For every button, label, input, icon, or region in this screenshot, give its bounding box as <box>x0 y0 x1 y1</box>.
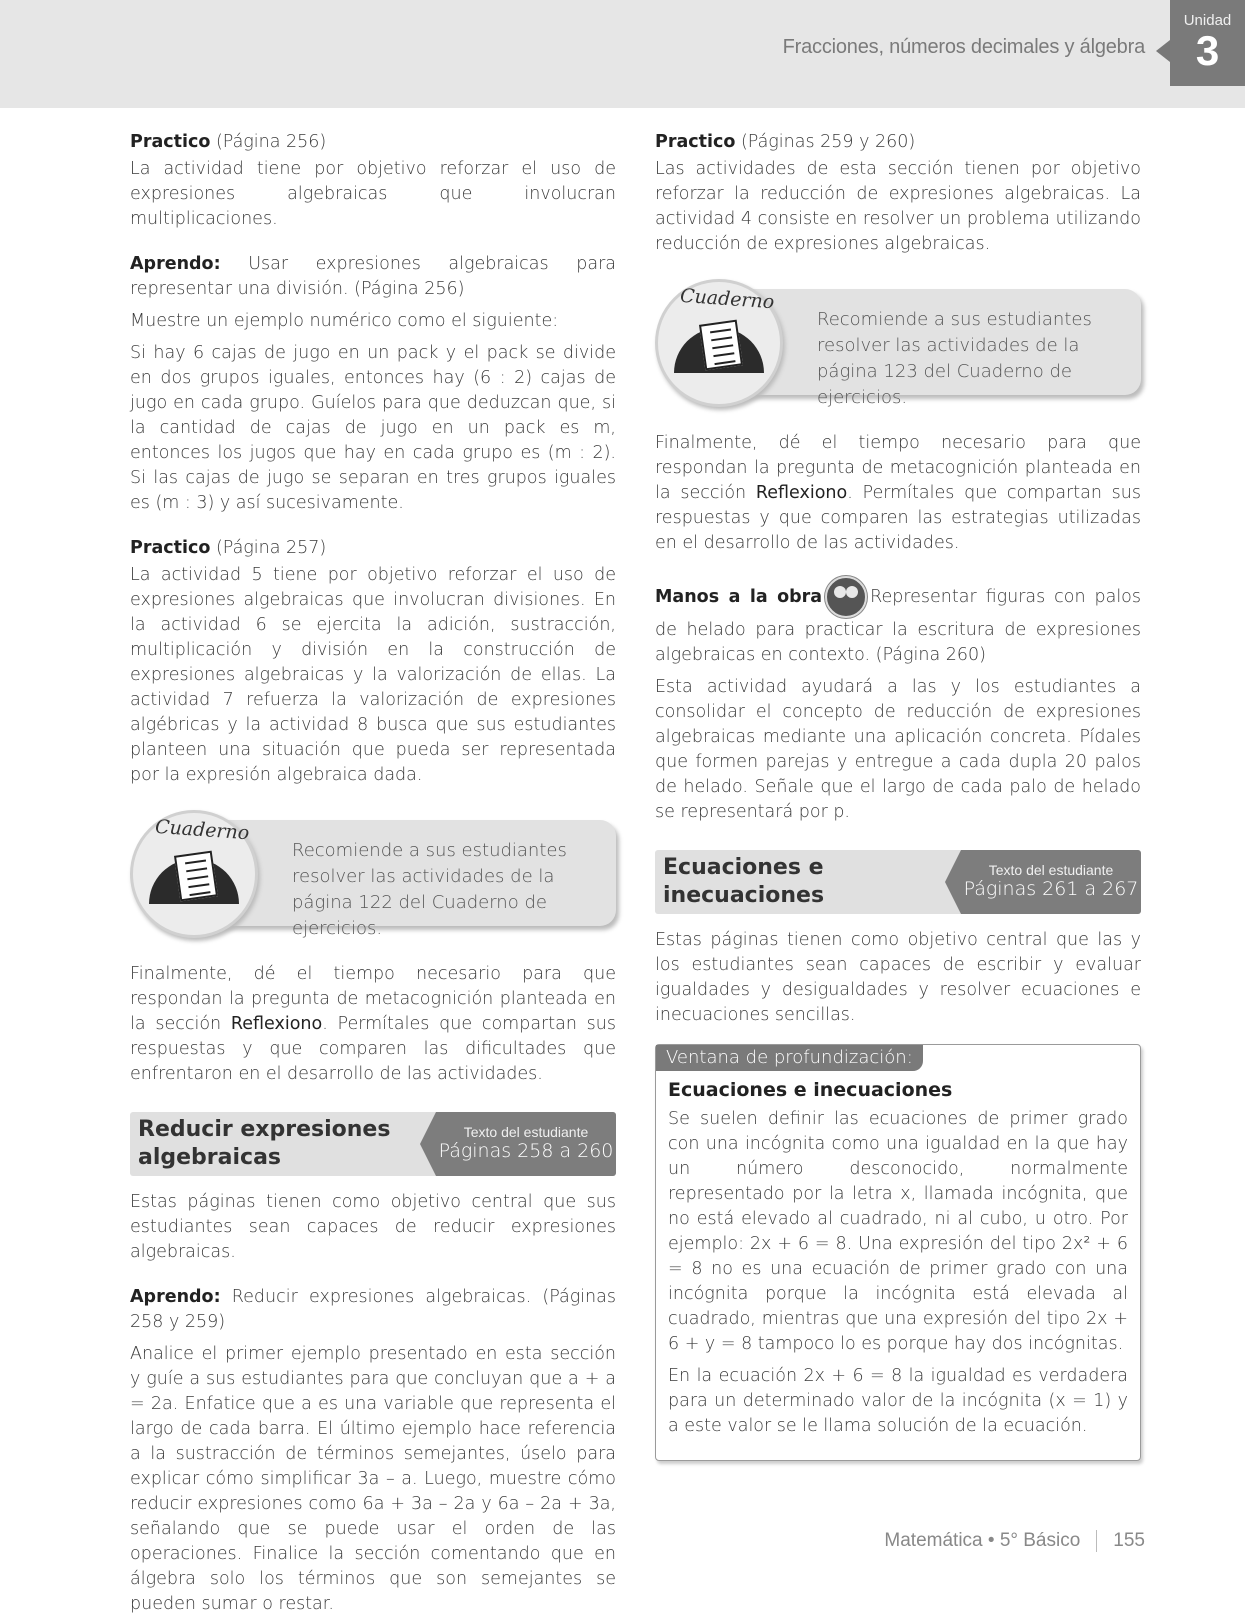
ventana-body <box>668 1079 1128 1446</box>
tag-small: Texto del estudiante <box>988 862 1114 878</box>
fin-text-b: . Permítales que compartan sus respuestas y que comparen las estrategias utilizadas en el desarrollo de las actividades. <box>655 483 1141 553</box>
ventana-p2: En la ecuación 2x + 6 = 8 la igualdad es verdadera para un determinado valor de la incógnita (x = 1) y a este valor se le llama solución de la ecuación. <box>668 1366 1128 1436</box>
ventana-tab: Ventana de profundización: <box>656 1045 923 1071</box>
cuaderno-text: Recomiende a sus estudiantes resolver las actividades de la página 122 del Cuaderno de ejercicios. <box>292 840 567 939</box>
aprendo-reducir-text: Analice el primer ejemplo presentado en esta sección y guíe a sus estudiantes para que concluyan que a + a = 2a. Enfatice que a es una variable que representa el largo de cada barra. El último ejemplo hace referencia a la sustracción de términos semejantes, úselo para explicar cómo simplificar 3a – a. Luego, muestre cómo reducir expresiones como 6a + 3a – 2a y 6a – 2a + 3a, señalando que se puede usar el orden de las operaciones. Finalice la sección comentando que en álgebra solo los términos que son semejantes se pueden sumar o restar. <box>130 1344 616 1614</box>
section-reducir <box>130 1112 616 1176</box>
notebook-icon <box>699 320 743 371</box>
practico-256 <box>130 130 616 155</box>
footer-subject: Matemática • 5° Básico <box>884 1530 1081 1552</box>
reducir-text: Estas páginas tienen como objetivo central que sus estudiantes sean capaces de reducir expresiones algebraicas. <box>130 1192 616 1262</box>
aprendo-division <box>130 252 616 302</box>
aprendo-text: Usar expresiones algebraicas para representar una división. (Página 256) <box>130 254 616 299</box>
right-column <box>655 130 1141 1461</box>
practico-head: Practico <box>130 538 211 558</box>
unit-number: 3 <box>1195 27 1220 74</box>
cuaderno-badge <box>130 810 258 938</box>
fin-text-b: . Permítales que compartan sus respuestas y que comparen las dificultades que enfrentaron en el desarrollo de las actividades. <box>130 1014 616 1084</box>
section-ecuaciones <box>655 850 1141 914</box>
practico-257-text: La actividad 5 tiene por objetivo reforzar el uso de expresiones algebraicas que involucran divisiones. En la actividad 6 se ejercita la adición, sustracción, multiplicación y división en la construcción de expresiones algebraicas y la valorización de ellas. La actividad 7 refuerza la valorización de expresiones algébricas y la actividad 8 busca que sus estudiantes planteen una situación que pueda ser representada por la expresión algebraica dada. <box>130 565 616 785</box>
practico-256-text: La actividad tiene por objetivo reforzar el uso de expresiones algebraicas que involucran multiplicaciones. <box>130 159 616 229</box>
aprendo-reducir <box>130 1285 616 1335</box>
page-footer <box>884 1530 1145 1552</box>
cuaderno-text: Recomiende a sus estudiantes resolver las actividades de la página 123 del Cuaderno de ejercicios. <box>817 309 1092 408</box>
cuaderno-label: Cuaderno <box>679 284 775 314</box>
practico-head: Practico <box>130 132 211 152</box>
manos-text: Representar figuras con palos de helado para practicar la escritura de expresiones algebraicas en contexto. (Página 260) <box>655 587 1142 665</box>
ecuaciones-text: Estas páginas tienen como objetivo central que las y los estudiantes sean capaces de escribir y evaluar igualdades y desigualdades y resolver ecuaciones e inecuaciones sencillas. <box>655 930 1141 1025</box>
finalmente-left <box>130 962 616 1087</box>
arrow-left-icon <box>1156 40 1170 62</box>
aprendo-head: Aprendo: <box>130 1287 221 1307</box>
practico-ref: (Página 257) <box>210 538 327 558</box>
unit-label: Unidad <box>1183 12 1232 29</box>
section-title: Ecuaciones e inecuaciones <box>663 855 825 908</box>
fin-text-a: Finalmente, dé el tiempo necesario para que respondan la pregunta de metacognición planteada en la sección <box>655 433 1141 503</box>
practico-257 <box>130 536 616 561</box>
left-column <box>130 130 616 1624</box>
cuaderno-badge <box>655 279 783 407</box>
manos-activity: Esta actividad ayudará a las y los estudiantes a consolidar el concepto de reducción de expresiones algebraicas mediante una aplicación concreta. Pídales que formen parejas y entregue a cada dupla 20 palos de helado. Señale que el largo de cada palo de helado se representará por p. <box>655 677 1141 822</box>
practico-ref: (Páginas 259 y 260) <box>735 132 916 152</box>
manos-head: Manos a la obra <box>655 587 823 607</box>
notebook-icon <box>174 851 218 902</box>
practico-259 <box>655 130 1141 155</box>
ventana-profundizacion <box>655 1044 1141 1461</box>
practico-259-text: Las actividades de esta sección tienen por objetivo reforzar la reducción de expresiones algebraicas. La actividad 4 consiste en resolver un problema utilizando reducción de expresiones algebraicas. <box>655 159 1141 254</box>
cuaderno-callout <box>130 815 616 939</box>
fin-text-a: Finalmente, dé el tiempo necesario para que respondan la pregunta de metacognición planteada en la sección <box>130 964 616 1034</box>
aprendo-text: Reducir expresiones algebraicas. (Páginas 258 y 259) <box>130 1287 616 1332</box>
finalmente-right <box>655 431 1141 556</box>
ventana-p1: Se suelen definir las ecuaciones de primer grado con una incógnita como una igualdad en la que hay un número desconocido, normalmente representado por la letra x, llamada incógnita, que no está elevado al cuadrado, ni al cubo, u otro. Por ejemplo: 2x + 6 = 8. Una expresión del tipo 2x² + 6 = 8 no es una ecuación de primer grado con una incógnita porque la incógnita está elevada al cuadrado, mientras que una expresión del tipo 2x + 6 + y = 8 tampoco lo es porque hay dos incógnitas. <box>668 1109 1128 1354</box>
chapter-title: Fracciones, números decimales y álgebra <box>782 36 1145 58</box>
section-title: Reducir expresiones algebraicas <box>138 1117 391 1170</box>
footer-divider <box>1096 1530 1097 1552</box>
practico-ref: (Página 256) <box>210 132 327 152</box>
tag-pages: Páginas 258 a 260 <box>438 1140 614 1162</box>
cuaderno-callout <box>655 284 1141 408</box>
page-number: 155 <box>1113 1530 1145 1552</box>
tag-small: Texto del estudiante <box>463 1124 589 1140</box>
section-tag <box>436 1112 616 1176</box>
reflexiono-label: Reflexiono <box>230 1014 323 1034</box>
ventana-title: Ecuaciones e inecuaciones <box>668 1079 953 1101</box>
unit-tab <box>1170 0 1245 86</box>
manos-a-la-obra <box>655 576 1141 668</box>
page-header <box>0 0 1245 108</box>
aprendo-example: Si hay 6 cajas de jugo en un pack y el pack se divide en dos grupos iguales, entonces hay (6 : 2) cajas de jugo en cada grupo. Guíelos para que deduzcan que, si la cantidad de cajas de jugo en un pack es m, entonces los jugos que hay en cada grupo es (m : 2). Si las cajas de jugo se separan en tres grupos iguales es (m : 3) y así sucesivamente. <box>130 343 616 513</box>
section-tag <box>961 850 1141 914</box>
reflexiono-label: Reflexiono <box>755 483 848 503</box>
hands-people-icon <box>825 576 867 618</box>
aprendo-example-intro: Muestre un ejemplo numérico como el siguiente: <box>130 311 559 331</box>
tag-pages: Páginas 261 a 267 <box>963 878 1139 900</box>
practico-head: Practico <box>655 132 736 152</box>
cuaderno-label: Cuaderno <box>154 815 250 845</box>
aprendo-head: Aprendo: <box>130 254 221 274</box>
